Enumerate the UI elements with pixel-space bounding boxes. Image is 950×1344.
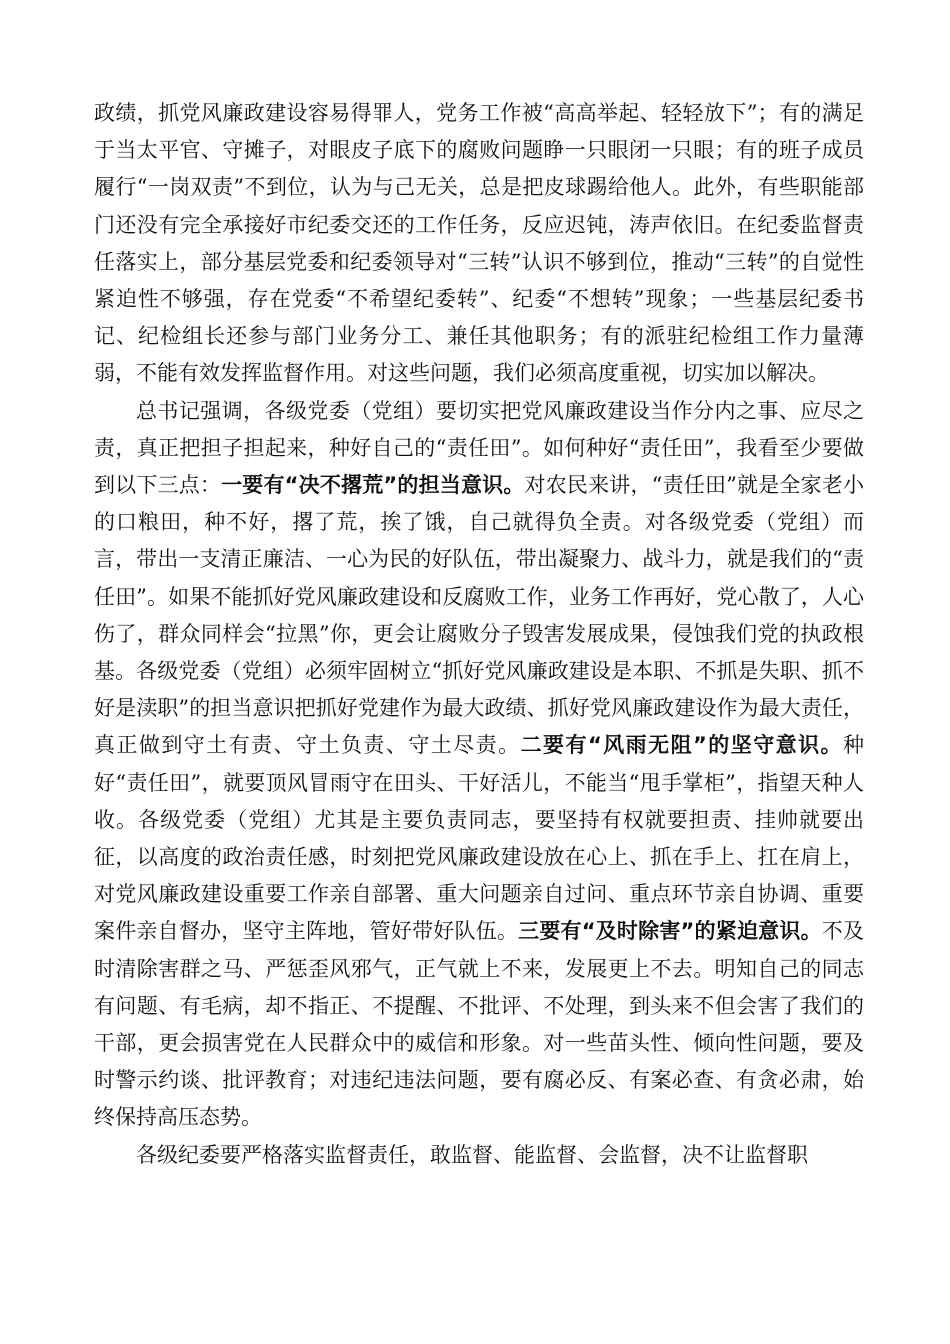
paragraph-2-text-3: 种好“责任田”，就要顶风冒雨守在田头、干好活儿，不能当“甩手掌柜”，指望天种人收。各级党委（党组）尤其是主要负责同志，要坚持有权就要担责、挂帅就要出征，以高度的政治责任感，时刻把党风廉政建设放在心上、抓在手上、扛在肩上，对党风廉政建设重要工作亲自部署、重大问题亲自过问、重点环节亲自协调、重要案件亲自督办，坚守主阵地，管好带好队伍。 bbox=[94, 733, 865, 944]
paragraph-2-bold-1: 一要有“决不撂荒”的担当意识。 bbox=[221, 473, 525, 498]
paragraph-3 bbox=[94, 1137, 864, 1174]
paragraph-2-text-2: 对农民来讲，“责任田”就是全家老小的口粮田，种不好，撂了荒，挨了饿，自己就得负全责。对各级党委（党组）而言，带出一支清正廉洁、一心为民的好队伍，带出凝聚力、战斗力，就是我们的“责任田”。如果不能抓好党风廉政建设和反腐败工作，业务工作再好，党心散了，人心伤了，群众同样会“拉黑”你，更会让腐败分子毁害发展成果，侵蚀我们党的执政根基。各级党委（党组）必须牢固树立“抓好党风廉政建设是本职、不抓是失职、抓不好是渎职”的担当意识把抓好党建作为最大政绩、抓好党风廉政建设作为最大责任，真正做到守土有责、守土负责、守土尽责。 bbox=[94, 473, 864, 758]
paragraph-3-text: 各级纪委要严格落实监督责任，敢监督、能监督、会监督，决不让监督职 bbox=[136, 1142, 808, 1167]
paragraph-2-bold-3: 三要有“及时除害”的紧迫意识。 bbox=[518, 919, 822, 944]
paragraph-2-text-4: 不及时清除害群之马、严惩歪风邪气，正气就上不来，发展更上不去。明知自己的同志有问题、有毛病，却不指正、不提醒、不批评、不处理，到头来不但会害了我们的干部，更会损害党在人民群众中的威信和形象。对一些苗头性、倾向性问题，要及时警示约谈、批评教育；对违纪违法问题，要有腐必反、有案必查、有贪必肃，始终保持高压态势。 bbox=[94, 919, 865, 1130]
document-page bbox=[94, 95, 864, 1174]
paragraph-1 bbox=[94, 95, 864, 393]
paragraph-2 bbox=[94, 393, 864, 1137]
paragraph-2-text-1: 总书记强调，各级党委（党组）要切实把党风廉政建设当作分内之事、应尽之责，真正把担子担起来，种好自己的“责任田”。如何种好“责任田”，我看至少要做到以下三点： bbox=[94, 398, 864, 498]
paragraph-2-bold-2: 二要有“风雨无阻”的坚守意识。 bbox=[520, 733, 844, 758]
paragraph-1-text: 政绩，抓党风廉政建设容易得罪人，党务工作被“高高举起、轻轻放下”；有的满足于当太平官、守摊子，对眼皮子底下的腐败问题睁一只眼闭一只眼；有的班子成员履行“一岗双责”不到位，认为与己无关，总是把皮球踢给他人。此外，有些职能部门还没有完全承接好市纪委交还的工作任务，反应迟钝，涛声依旧。在纪委监督责任落实上，部分基层党委和纪委领导对“三转”认识不够到位，推动“三转”的自觉性紧迫性不够强，存在党委“不希望纪委转”、纪委“不想转”现象；一些基层纪委书记、纪检组长还参与部门业务分工、兼任其他职务；有的派驻纪检组工作力量薄弱，不能有效发挥监督作用。对这些问题，我们必须高度重视，切实加以解决。 bbox=[94, 101, 864, 386]
